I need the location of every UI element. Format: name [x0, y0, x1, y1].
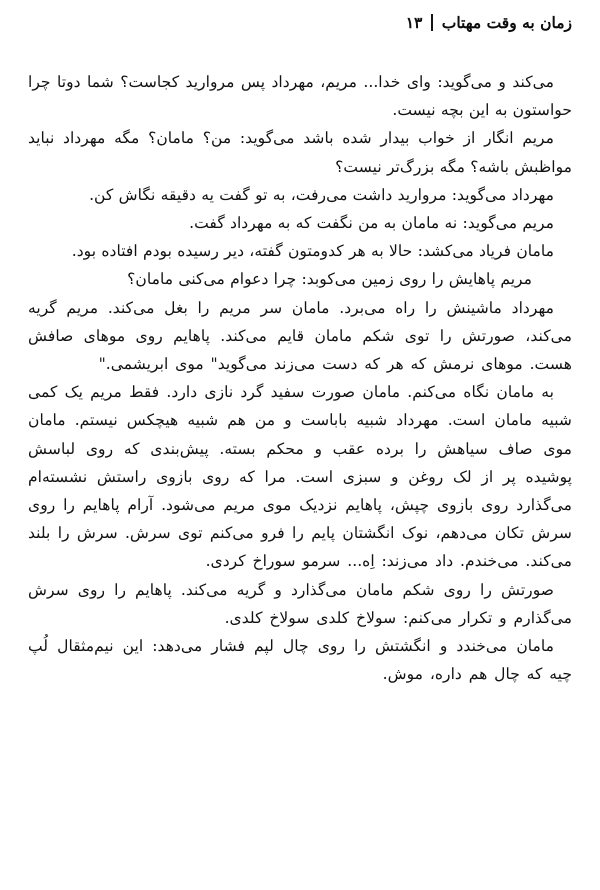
paragraph: مریم می‌گوید: نه مامان به من نگفت که به مهرداد گفت.	[189, 214, 554, 233]
paragraph: به مامان نگاه می‌کنم. مامان صورت سفید گرد نازی دارد. فقط مریم یک کمی شبیه مامان است. مهرداد شبیه باباست و من هم شبیه هیچکس نیستم. مامان موی صاف سیاهش را برده عقب و محکم بسته. پیش‌بندی که روی لباسش پوشیده پر از لک روغن و سبزی است. مرا که روی بازوی راستش نشسته‌ام می‌گذارد روی بازوی چپش، پاهایم نزدیک موی مریم می‌شود. آرام پاهایم را روی سرش تکان می‌دهم، نوک انگشتان پایم را فرو می‌کنم توی سرش. سرش را بلند می‌کند. می‌خندم. داد می‌زند: اِه... سرمو سوراخ کردی.	[28, 383, 572, 571]
header-divider-rule	[431, 14, 432, 31]
paragraph: مهرداد ماشینش را راه می‌برد. مامان سر مریم را بغل می‌کند. مریم گریه می‌کند، صورتش را توی شکم مامان قایم می‌کند. پاهایم روی موهای صافش هست. موهای نرمش که هر که دست می‌زند می‌گوید" موی ابریشمی."	[28, 298, 572, 374]
paragraph: مریم انگار از خواب بیدار شده باشد می‌گوید: من؟ مامان؟ مگه مهرداد نباید مواظبش باشه؟ مگه بزرگ‌تر نیست؟	[28, 129, 572, 176]
book-title: زمان به وقت مهتاب	[441, 12, 572, 32]
running-header	[406, 14, 572, 31]
page-number: ۱۳	[405, 12, 423, 32]
paragraph: صورتش را روی شکم مامان می‌گذارد و گریه می‌کند. پاهایم را روی سرش می‌گذارم و تکرار می‌کنم: سولاخ کلدی سولاخ کلدی.	[28, 580, 572, 627]
body-text-block	[28, 68, 572, 688]
paragraph: مامان فریاد می‌کشد: حالا به هر کدومتون گفته، دیر رسیده بودم افتاده بود.	[71, 242, 554, 261]
paragraph: مریم پاهایش را روی زمین می‌کوبد: چرا دعوام می‌کنی مامان؟	[127, 270, 532, 289]
paragraph: مامان می‌خندد و انگشتش را روی چال لپم فشار می‌دهد: این نیم‌مثقال لُپ چیه که چال هم داره، موش.	[28, 637, 572, 684]
paragraph: می‌کند و می‌گوید: وای خدا... مریم، مهرداد پس مروارید کجاست؟ شما دوتا چرا حواستون به این بچه نیست.	[28, 73, 572, 120]
paragraph: مهرداد می‌گوید: مروارید داشت می‌رفت، به تو گفت یه دقیقه نگاش کن.	[89, 185, 554, 204]
